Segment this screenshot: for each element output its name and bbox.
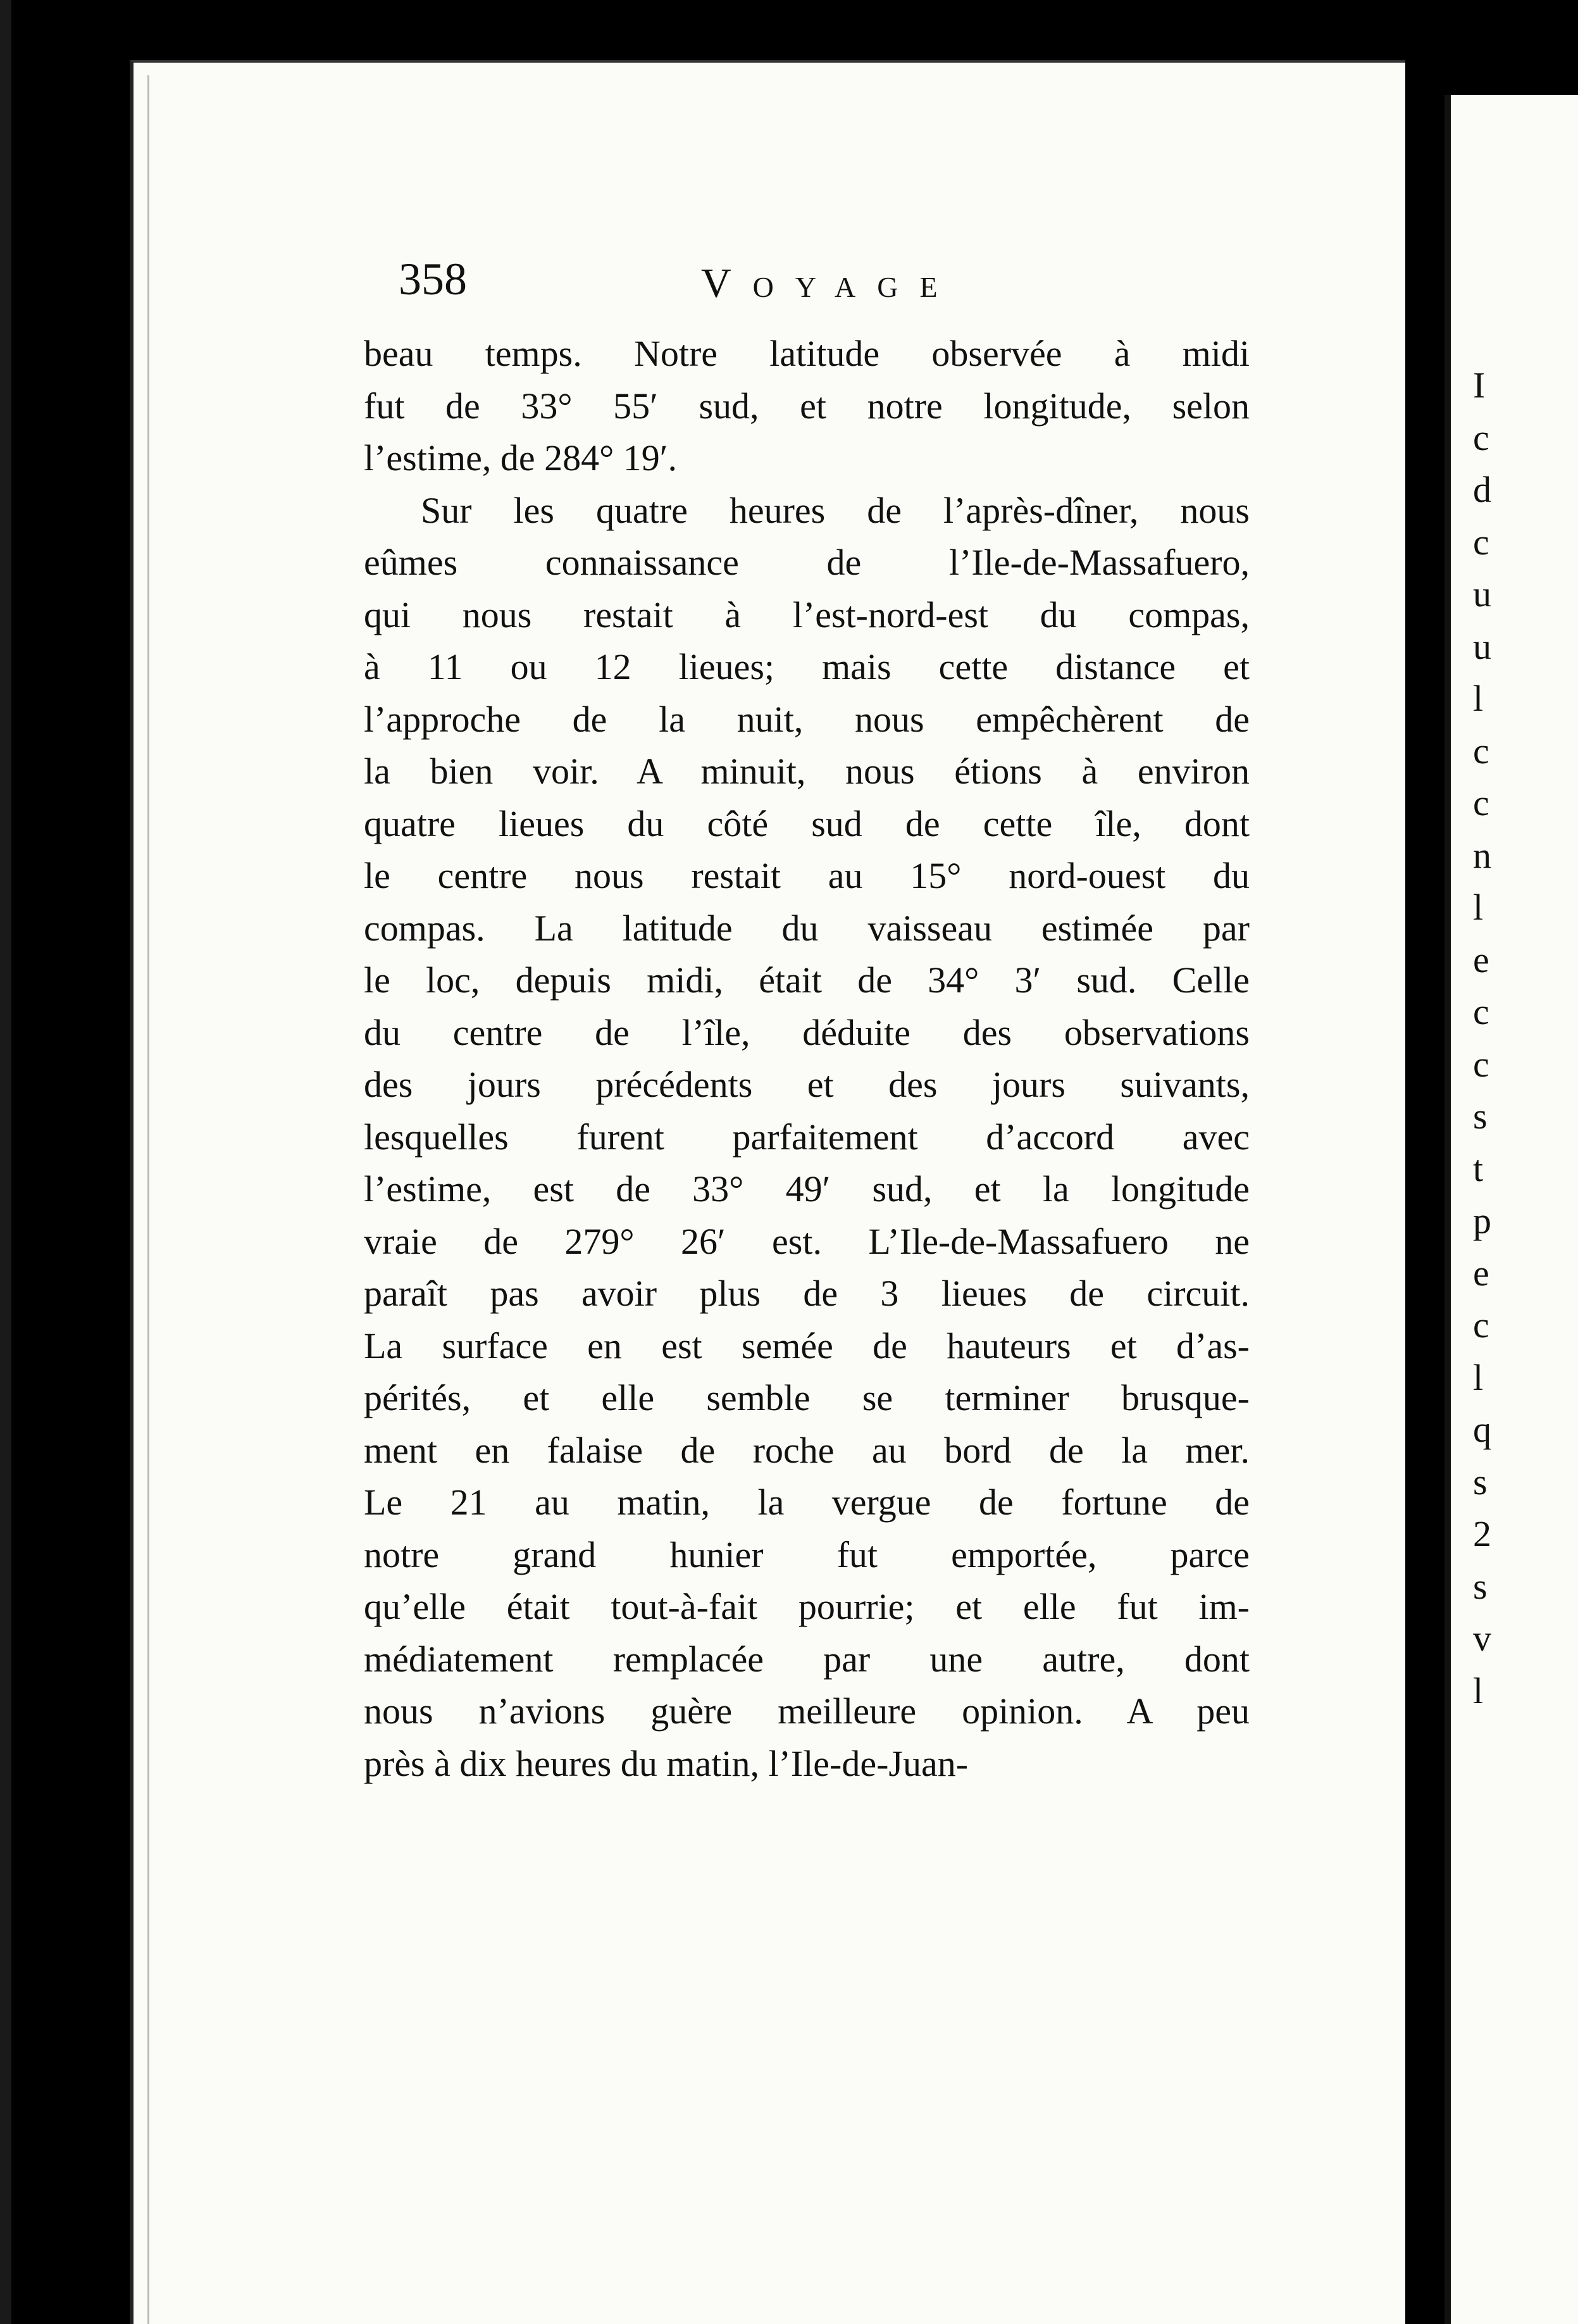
- text-line: ment en falaise de roche au bord de la mer.: [364, 1429, 1250, 1471]
- facing-page-fragment: l: [1473, 1356, 1484, 1398]
- text-line: fut de 33° 55′ sud, et notre longitude, selon: [364, 385, 1250, 427]
- text-line: paraît pas avoir plus de 3 lieues de circuit.: [364, 1273, 1250, 1314]
- text-line: du centre de l’île, déduite des observations: [364, 1011, 1250, 1053]
- facing-page-fragment: s: [1473, 1461, 1488, 1502]
- text-line: La surface en est semée de hauteurs et d’as-: [364, 1325, 1250, 1366]
- facing-page-fragment: v: [1473, 1618, 1491, 1659]
- text-line: des jours précédents et des jours suivants,: [364, 1064, 1250, 1105]
- facing-page-fragment: I: [1473, 365, 1486, 406]
- facing-page-fragment: q: [1473, 1409, 1491, 1450]
- left-dark-margin: [0, 0, 11, 2324]
- text-line: beau temps. Notre latitude observée à midi: [364, 333, 1250, 374]
- text-line: vraie de 279° 26′ est. L’Ile-de-Massafuero ne: [364, 1220, 1250, 1262]
- text-line: quatre lieues du côté sud de cette île, dont: [364, 803, 1250, 844]
- text-line: compas. La latitude du vaisseau estimée par: [364, 907, 1250, 949]
- facing-page-fragment: e: [1473, 1252, 1489, 1294]
- text-line: l’estime, est de 33° 49′ sud, et la longitude: [364, 1168, 1250, 1209]
- facing-page-fragment: c: [1473, 782, 1489, 823]
- text-line: lesquelles furent parfaitement d’accord avec: [364, 1116, 1250, 1158]
- facing-page-fragment: c: [1473, 1043, 1489, 1085]
- text-line: à 11 ou 12 lieues; mais cette distance et: [364, 646, 1250, 687]
- facing-page-fragment: d: [1473, 469, 1491, 510]
- text-line: l’estime, de 284° 19′.: [364, 437, 677, 478]
- facing-page-fragment: l: [1473, 1670, 1484, 1711]
- text-line: médiatement remplacée par une autre, dont: [364, 1638, 1250, 1680]
- facing-page-fragment: u: [1473, 573, 1491, 615]
- body-text: [364, 328, 1250, 1790]
- facing-page-fragment: s: [1473, 1565, 1488, 1607]
- facing-page-fragment: s: [1473, 1096, 1488, 1137]
- facing-page-fragment: l: [1473, 887, 1484, 928]
- text-line: la bien voir. A minuit, nous étions à environ: [364, 751, 1250, 792]
- text-line: qui nous restait à l’est-nord-est du compas,: [364, 594, 1250, 635]
- facing-page-fragment: c: [1473, 991, 1489, 1032]
- text-line: près à dix heures du matin, l’Ile-de-Juan-: [364, 1742, 969, 1784]
- page-edge-rule: [147, 75, 149, 2324]
- page-number: 358: [399, 254, 467, 304]
- text-line: notre grand hunier fut emportée, parce: [364, 1534, 1250, 1575]
- facing-page-fragment: n: [1473, 834, 1491, 876]
- facing-page-fragment: l: [1473, 678, 1484, 719]
- text-line: pérités, et elle semble se terminer brusque-: [364, 1377, 1250, 1418]
- text-line: eûmes connaissance de l’Ile-de-Massafuero,: [364, 542, 1250, 583]
- facing-page-fragment: t: [1473, 1147, 1484, 1189]
- text-line: le loc, depuis midi, était de 34° 3′ sud. Celle: [364, 959, 1250, 1001]
- text-line: l’approche de la nuit, nous empêchèrent de: [364, 698, 1250, 740]
- text-line: qu’elle était tout-à-fait pourrie; et elle fut im-: [364, 1586, 1250, 1627]
- facing-page-fragment: c: [1473, 730, 1489, 772]
- text-line: Le 21 au matin, la vergue de fortune de: [364, 1482, 1250, 1523]
- page-header: [399, 253, 1031, 323]
- facing-page-fragment: p: [1473, 1200, 1491, 1241]
- facing-page-fragment: c: [1473, 1304, 1489, 1346]
- text-line: nous n’avions guère meilleure opinion. A peu: [364, 1690, 1250, 1732]
- text-line: Sur les quatre heures de l’après-dîner, nous: [421, 489, 1250, 531]
- running-title: Voyage: [701, 260, 959, 306]
- facing-page-fragment: c: [1473, 416, 1489, 458]
- facing-page-fragment: 2: [1473, 1513, 1491, 1554]
- facing-page-fragment: e: [1473, 939, 1489, 980]
- text-line: le centre nous restait au 15° nord-ouest du: [364, 855, 1250, 896]
- facing-page-edge: [1444, 95, 1578, 2324]
- facing-page-fragment: c: [1473, 521, 1489, 563]
- facing-page-fragment: u: [1473, 625, 1491, 667]
